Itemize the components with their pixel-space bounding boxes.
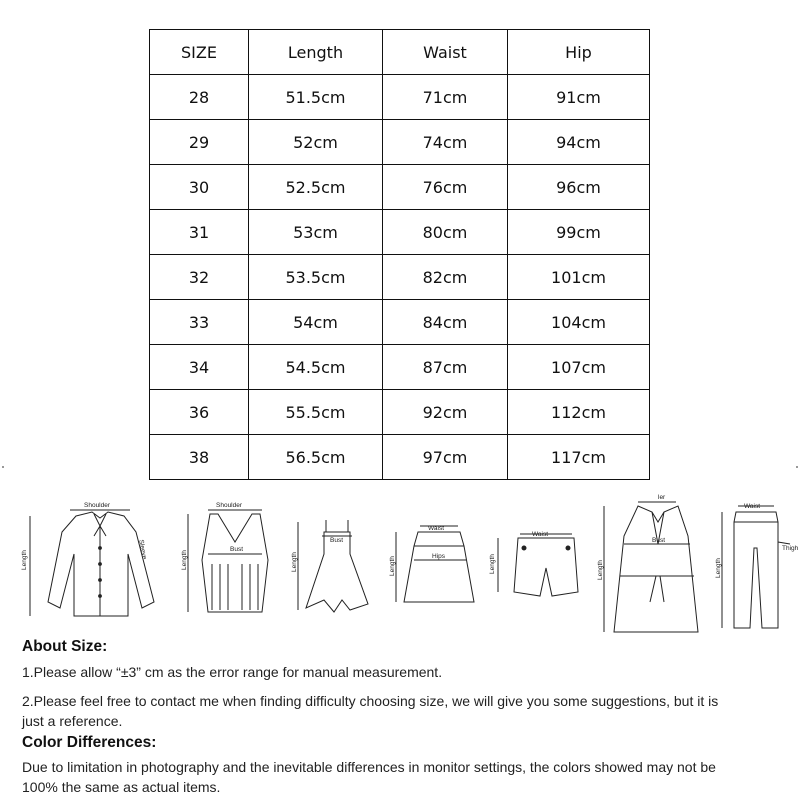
table-header-row — [150, 30, 650, 75]
hip-cell: 99cm — [508, 210, 650, 255]
pants-diagram — [712, 492, 800, 640]
bust-label: Bust — [652, 537, 666, 544]
thigh-label: Thigh — [782, 545, 799, 552]
waist-cell: 80cm — [383, 210, 508, 255]
table-body — [150, 75, 650, 480]
edge-dot — [796, 466, 798, 468]
header-waist: Waist — [383, 30, 508, 75]
shoulder-label: Shoulder — [216, 502, 243, 509]
hip-cell: 104cm — [508, 300, 650, 345]
length-cell: 53cm — [249, 210, 383, 255]
waist-label: Waist — [744, 503, 761, 510]
size-cell: 38 — [150, 435, 249, 480]
length-label: Length — [181, 550, 188, 570]
length-label: Length — [715, 558, 722, 578]
edge-dot — [2, 466, 4, 468]
waist-cell: 87cm — [383, 345, 508, 390]
length-label: Length — [389, 556, 396, 576]
size-cell: 32 — [150, 255, 249, 300]
header-length: Length — [249, 30, 383, 75]
waist-cell: 76cm — [383, 165, 508, 210]
shirt-diagram — [18, 492, 158, 640]
shorts-diagram — [486, 492, 586, 640]
waist-cell: 71cm — [383, 75, 508, 120]
length-label: Length — [291, 552, 298, 572]
header-hip: Hip — [508, 30, 650, 75]
size-cell: 34 — [150, 345, 249, 390]
length-cell: 55.5cm — [249, 390, 383, 435]
hip-cell: 107cm — [508, 345, 650, 390]
shoulder-label: ler — [658, 494, 666, 501]
about-size-line-2: 2.Please feel free to contact me when finding difficulty choosing size, we will give you some suggestions, but it is — [22, 693, 719, 709]
coat-outline-icon — [614, 506, 698, 632]
table-row — [150, 255, 650, 300]
waist-label: Waist — [532, 531, 549, 538]
shoulder-label: Shoulder — [84, 502, 111, 509]
about-size-line-2-cont: just a reference. — [22, 713, 123, 729]
table-row — [150, 345, 650, 390]
size-cell: 29 — [150, 120, 249, 165]
tank-diagram — [178, 492, 278, 640]
color-diff-line-1: Due to limitation in photography and the inevitable differences in monitor settings, the colors showed may not be — [22, 759, 716, 775]
hips-label: Hips — [432, 553, 446, 560]
length-cell: 54cm — [249, 300, 383, 345]
length-cell: 52.5cm — [249, 165, 383, 210]
waist-cell: 92cm — [383, 390, 508, 435]
length-cell: 54.5cm — [249, 345, 383, 390]
dress-diagram — [288, 492, 378, 640]
table-row — [150, 120, 650, 165]
hip-cell: 96cm — [508, 165, 650, 210]
waist-cell: 82cm — [383, 255, 508, 300]
length-cell: 56.5cm — [249, 435, 383, 480]
table-row — [150, 165, 650, 210]
size-cell: 33 — [150, 300, 249, 345]
coat-diagram — [594, 492, 704, 640]
length-cell: 53.5cm — [249, 255, 383, 300]
size-cell: 28 — [150, 75, 249, 120]
table-row — [150, 300, 650, 345]
skirt-diagram — [386, 492, 476, 640]
bust-label: Bust — [330, 537, 344, 544]
hip-cell: 91cm — [508, 75, 650, 120]
color-diff-heading: Color Differences: — [22, 734, 157, 751]
table-row — [150, 435, 650, 480]
dress-outline-icon — [306, 532, 368, 612]
header-size: SIZE — [150, 30, 249, 75]
size-cell: 31 — [150, 210, 249, 255]
length-label: Length — [597, 560, 604, 580]
color-diff-line-2: 100% the same as actual items. — [22, 779, 221, 795]
length-cell: 52cm — [249, 120, 383, 165]
waist-cell: 84cm — [383, 300, 508, 345]
waist-label: Waist — [428, 525, 445, 532]
table-row — [150, 210, 650, 255]
size-cell: 36 — [150, 390, 249, 435]
length-label: Length — [489, 554, 496, 574]
length-label: Length — [21, 550, 28, 570]
measurement-diagrams — [18, 492, 800, 640]
waist-cell: 97cm — [383, 435, 508, 480]
hip-cell: 117cm — [508, 435, 650, 480]
waist-cell: 74cm — [383, 120, 508, 165]
skirt-outline-icon — [404, 532, 474, 602]
hip-cell: 94cm — [508, 120, 650, 165]
table-row — [150, 75, 650, 120]
size-chart-table — [149, 29, 650, 480]
about-size-heading: About Size: — [22, 638, 108, 655]
table-row — [150, 390, 650, 435]
hip-cell: 101cm — [508, 255, 650, 300]
pants-outline-icon — [734, 512, 778, 628]
about-size-line-1: 1.Please allow “±3” cm as the error range for manual measurement. — [22, 664, 443, 680]
length-cell: 51.5cm — [249, 75, 383, 120]
bust-label: Bust — [230, 546, 244, 553]
hip-cell: 112cm — [508, 390, 650, 435]
sleeve-label: Sleeve — [137, 539, 148, 560]
size-cell: 30 — [150, 165, 249, 210]
